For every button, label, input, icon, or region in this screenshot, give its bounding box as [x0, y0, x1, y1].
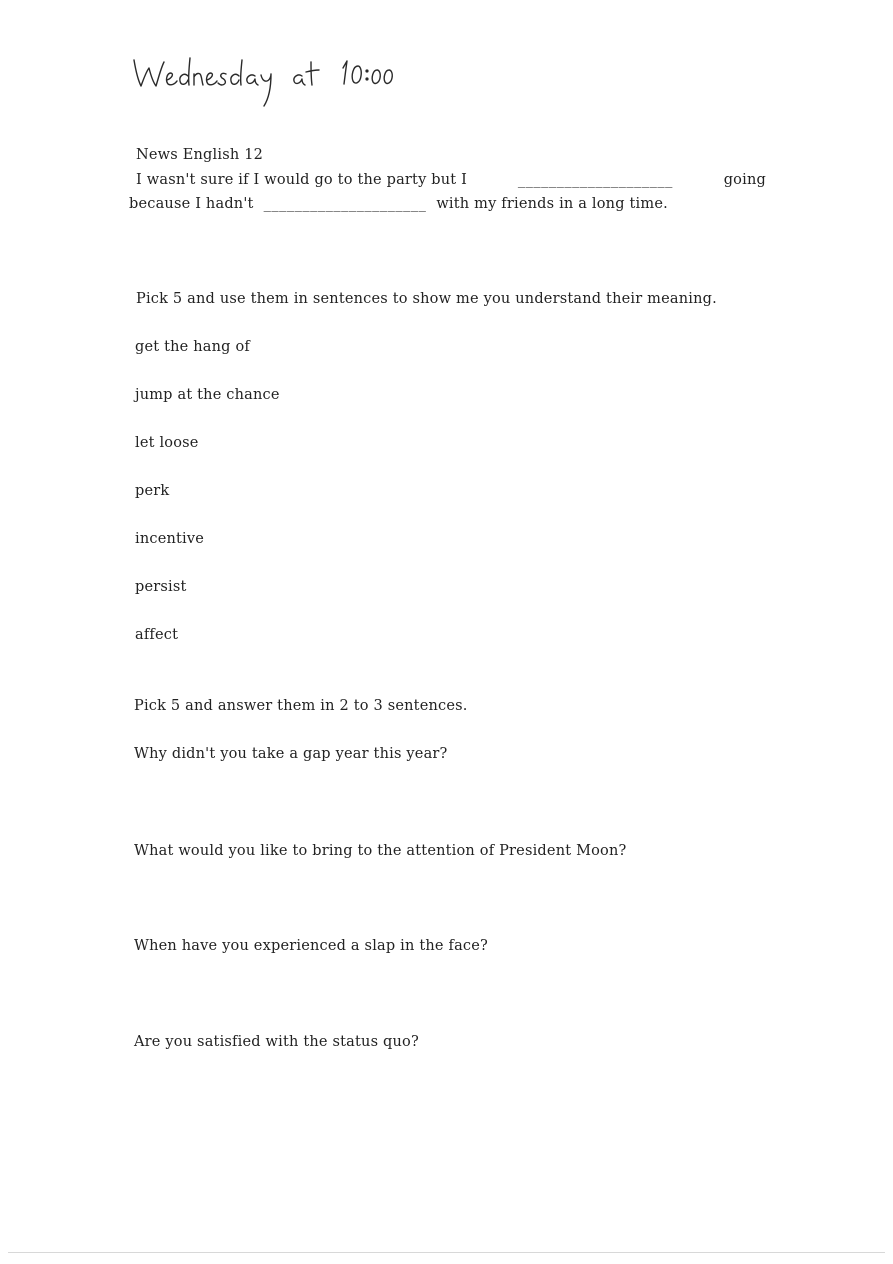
vocab-item: let loose [135, 435, 199, 451]
vocab-item: jump at the chance [135, 387, 280, 403]
question-item: When have you experienced a slap in the face? [134, 938, 489, 954]
course-title: News English 12 [136, 147, 264, 163]
vocab-item: get the hang of [135, 339, 250, 355]
vocab-item: affect [135, 627, 179, 643]
question-item: Are you satisfied with the status quo? [134, 1034, 419, 1050]
question-instruction: Pick 5 and answer them in 2 to 3 sentences. [134, 698, 468, 714]
fill-in-line1-start: I wasn't sure if I would go to the party but I [136, 172, 468, 188]
fill-in-line2-start: because I hadn't [129, 196, 254, 212]
vocab-item: incentive [135, 531, 205, 547]
vocab-instruction: Pick 5 and use them in sentences to show me you understand their meaning. [136, 291, 717, 307]
vocab-item: persist [135, 579, 187, 595]
fill-in-line2-end: with my friends in a long time. [436, 196, 668, 212]
handwritten-note [130, 48, 410, 118]
fill-in-line-1 [136, 170, 766, 190]
page-bottom-edge [8, 1252, 885, 1253]
fill-in-blank-2[interactable]: _____________________ [263, 196, 427, 212]
handwritten-note-drawing [130, 48, 410, 118]
vocab-item: perk [135, 483, 170, 499]
fill-in-line-2 [129, 194, 668, 214]
fill-in-line1-end: going [723, 172, 766, 188]
fill-in-blank-1[interactable]: ____________________ [517, 172, 673, 188]
question-item: What would you like to bring to the attention of President Moon? [134, 843, 627, 859]
question-item: Why didn't you take a gap year this year? [134, 746, 448, 762]
